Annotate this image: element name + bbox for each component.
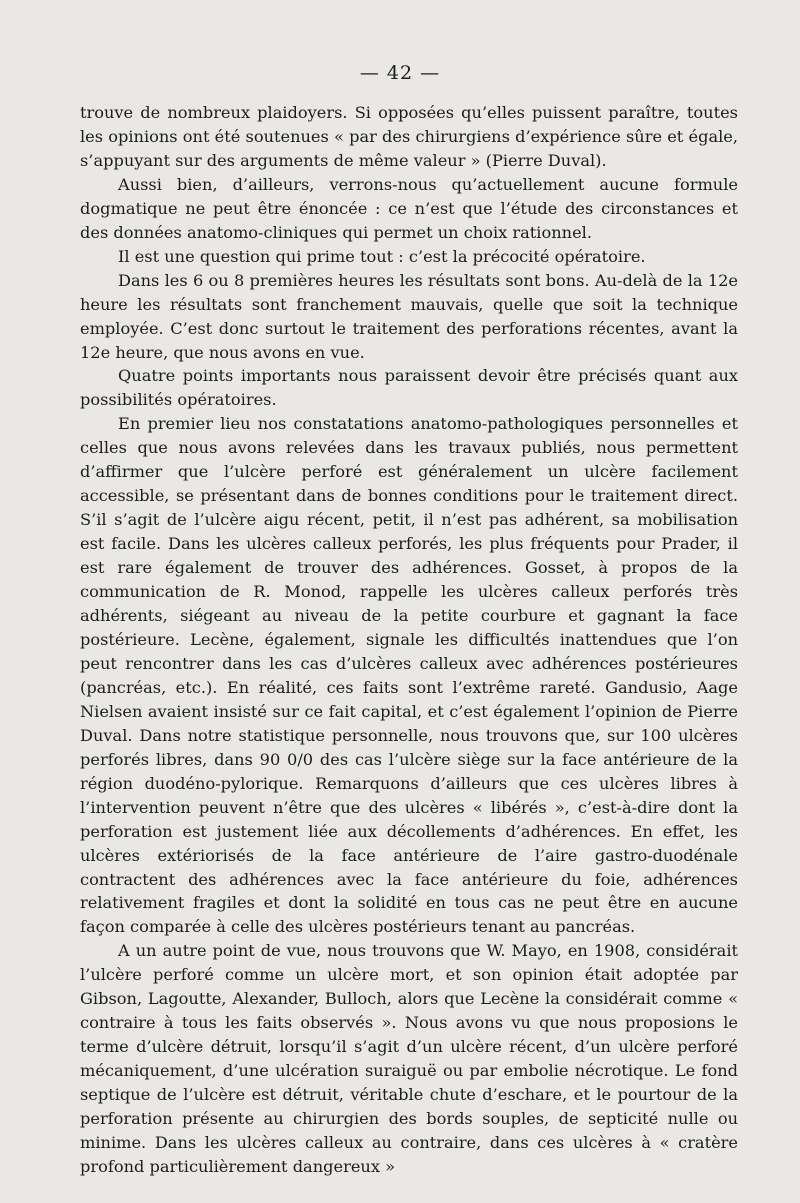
paragraph: Il est une question qui prime tout : c’est la précocité opératoire. [118, 246, 646, 266]
page-number: — 42 — [359, 62, 441, 84]
paragraph: A un autre point de vue, nous trouvons que W. Mayo, en 1908, considérait l’ulcère perforé comme un ulcère mort, et son opinion était adoptée par Gibson, Lagoutte, Alexander, Bulloch, alors que Lecène la considérait comme « contraire à tous les faits observés ». Nous avons vu que nous proposions le terme d’ulcère détruit, lorsqu’il s’agit d’un ulcère récent, d’un ulcère perforé mécaniquement, d’une ulcération suraiguë ou par embolie nécrotique. Le fond septique de l’ulcère est détruit, véritable chute d’eschare, et le pourtour de la perforation présente au chirurgien des bords souples, de septicité nulle ou minime. Dans les ulcères calleux au contraire, dans ces ulcères à « cratère profond particulièrement dangereux » [80, 941, 738, 1176]
paragraph: trouve de nombreux plaidoyers. Si opposées qu’elles puissent paraître, toutes les opinions ont été soutenues « par des chirurgiens d’expérience sûre et égale, s’appuyant sur des arguments de même valeur » (Pierre Duval). [80, 103, 738, 170]
body-text [80, 101, 738, 1179]
paragraph: Aussi bien, d’ailleurs, verrons-nous qu’actuellement aucune formule dogmatique ne peut être énoncée : ce n’est que l’étude des circonstances et des données anatomo-cliniques qui permet un choix rationnel. [80, 174, 738, 242]
paragraph: En premier lieu nos constatations anatomo-pathologiques personnelles et celles que nous avons relevées dans les travaux publiés, nous permettent d’affirmer que l’ulcère perforé est généralement un ulcère facilement accessible, se présentant dans de bonnes conditions pour le traitement direct. S’il s’agit de l’ulcère aigu récent, petit, il n’est pas adhérent, sa mobilisation est facile. Dans les ulcères calleux perforés, les plus fréquents pour Prader, il est rare également de trouver des adhérences. Gosset, à propos de la communication de R. Monod, rappelle les ulcères calleux perforés très adhérents, siégeant au niveau de la petite courbure et gagnant la face postérieure. Lecène, également, signale les difficultés inattendues que l’on peut rencontrer dans les cas d’ulcères calleux avec adhérences postérieures (pancréas, etc.). En réalité, ces faits sont l’extrême rareté. Gandusio, Aage Nielsen avaient insisté sur ce fait capital, et c’est également l’opinion de Pierre Duval. Dans notre statistique personnelle, nous trouvons que, sur 100 ulcères perforés libres, dans 90 0/0 des cas l’ulcère siège sur la face antérieure de la région duodéno-pylorique. Remarquons d’ailleurs que ces ulcères libres à l’intervention peuvent n’être que des ulcères « libérés », c’est-à-dire dont la perforation est justement liée aux décollements d’adhérences. En effet, les ulcères extériorisés de la face antérieure de l’aire gastro-duodénale contractent des adhérences avec la face antérieure du foie, adhérences relativement fragiles et dont la solidité en tous cas ne peut être en aucune façon comparée à celle des ulcères postérieurs tenant au pancréas. [80, 414, 738, 937]
paragraph: Dans les 6 ou 8 premières heures les résultats sont bons. Au-delà de la 12e heure les résultats sont franchement mauvais, quelle que soit la technique employée. C’est donc surtout le traitement des perforations récentes, avant la 12e heure, que nous avons en vue. [80, 270, 738, 362]
paragraph: Quatre points importants nous paraissent devoir être précisés quant aux possibilités opératoires. [80, 366, 738, 410]
